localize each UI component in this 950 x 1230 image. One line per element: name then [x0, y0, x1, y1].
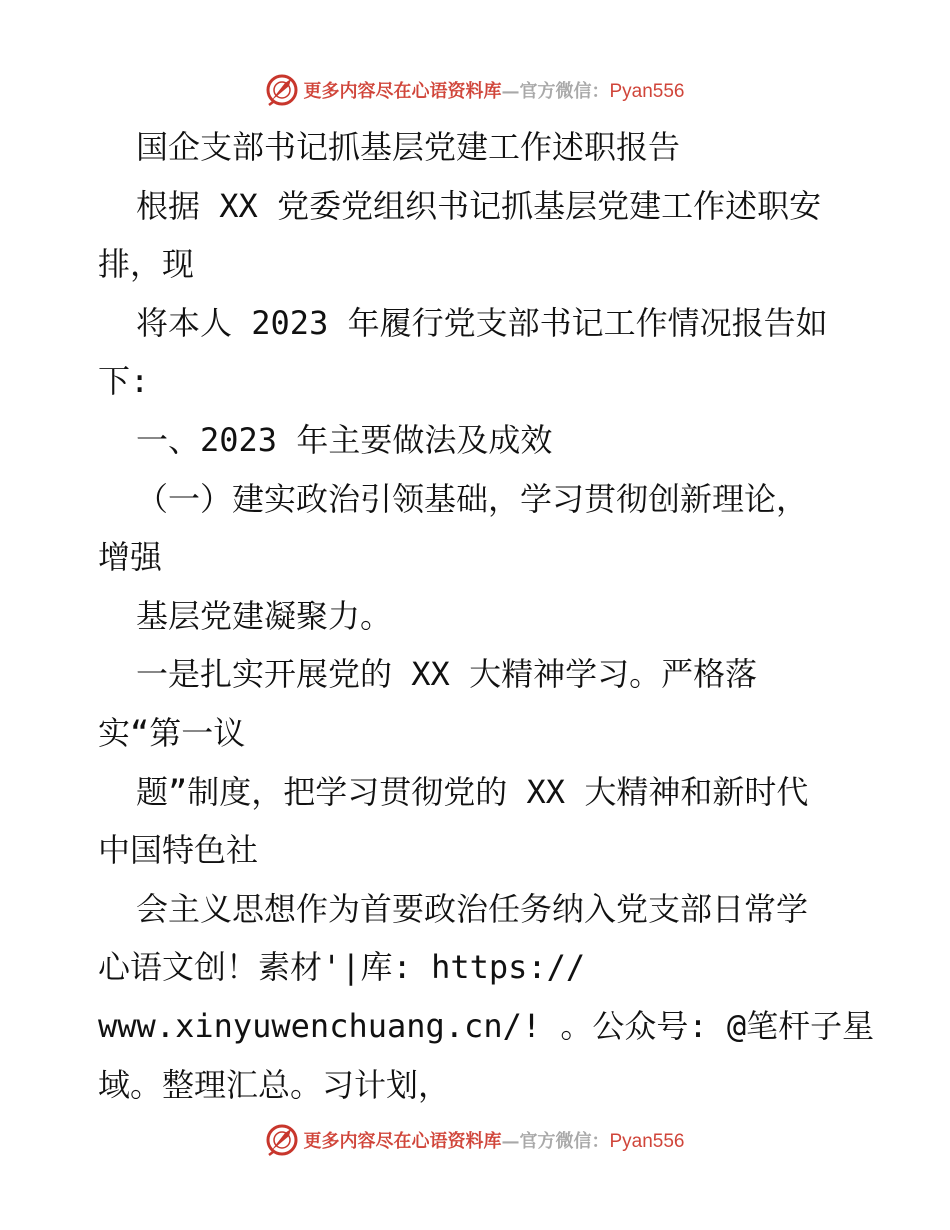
quill-logo-icon — [265, 1123, 299, 1157]
document-body — [98, 118, 875, 1114]
paragraph-line: 根据 XX 党委党组织书记抓基层党建工作述职安 — [136, 186, 822, 225]
paragraph-line: 会主义思想作为首要政治任务纳入党支部日常学 — [136, 889, 809, 928]
paragraph-line: 题”制度，把学习贯彻党的 XX 大精神和新时代 — [136, 772, 809, 811]
paragraph-line: 排，现 — [98, 245, 195, 284]
footer-banner — [0, 1120, 950, 1160]
paragraph-line: www.xinyuwenchuang.cn/! 。公众号: @笔杆子星 — [98, 1006, 875, 1045]
banner-text — [303, 77, 684, 103]
quill-logo-icon — [265, 73, 299, 107]
paragraph-line: 实“第一议 — [98, 713, 246, 752]
paragraph-line: 将本人 2023 年履行党支部书记工作情况报告如 — [136, 303, 828, 342]
paragraph-line: 心语文创！素材'|库: https:// — [98, 948, 586, 987]
paragraph-line: 基层党建凝聚力。 — [136, 596, 393, 635]
banner-middle: 官方微信： — [519, 1131, 610, 1152]
banner-wechat-id: Pyan556 — [609, 1131, 685, 1152]
paragraph-line: 中国特色社 — [98, 831, 259, 870]
paragraph-line: （一）建实政治引领基础，学习贯彻创新理论， — [136, 479, 809, 518]
header-banner — [0, 70, 950, 110]
banner-dash: — — [501, 81, 520, 102]
banner-prefix: 更多内容尽在心语资料库 — [303, 1131, 502, 1152]
banner-prefix: 更多内容尽在心语资料库 — [303, 81, 502, 102]
paragraph-line: 域。整理汇总。习计划， — [98, 1065, 451, 1104]
paragraph-line: 国企支部书记抓基层党建工作述职报告 — [136, 128, 681, 166]
banner-dash: — — [501, 1131, 520, 1152]
paragraph-line: 一、2023 年主要做法及成效 — [136, 420, 553, 459]
banner-middle: 官方微信： — [519, 81, 610, 102]
paragraph-line: 下: — [98, 362, 150, 401]
banner-wechat-id: Pyan556 — [609, 81, 685, 102]
paragraph-line: 一是扎实开展党的 XX 大精神学习。严格落 — [136, 655, 758, 694]
banner-text — [303, 1127, 684, 1153]
paragraph-line: 增强 — [98, 538, 163, 577]
